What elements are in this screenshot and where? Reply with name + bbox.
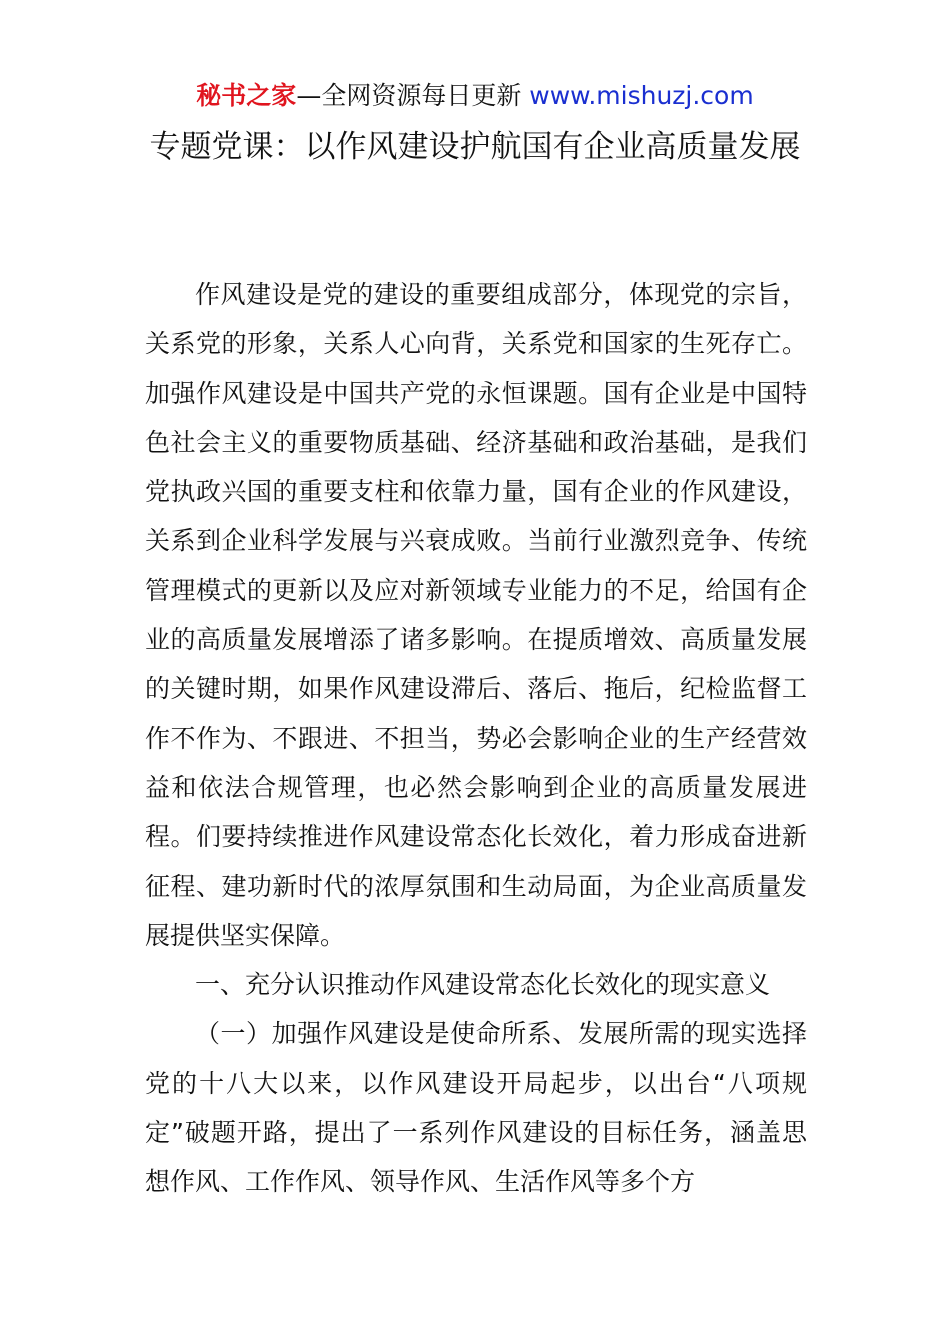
subsection-paragraph: （一）加强作风建设是使命所系、发展所需的现实选择党的十八大以来，以作风建设开局起步，以出台“八项规定”破题开路，提出了一系列作风建设的目标任务，涵盖思想作风、工作作风、领导作风、生活作风等多个方 — [145, 1019, 807, 1197]
site-header — [0, 78, 950, 114]
section-heading: 一、充分认识推动作风建设常态化长效化的现实意义 — [195, 970, 771, 1000]
site-url-link[interactable]: www.mishuzj.com — [529, 81, 754, 110]
document-body — [145, 270, 807, 1207]
intro-paragraph: 作风建设是党的建设的重要组成部分，体现党的宗旨，关系党的形象，关系人心向背，关系党和国家的生死存亡。加强作风建设是中国共产党的永恒课题。国有企业是中国特色社会主义的重要物质基础、经济基础和政治基础，是我们党执政兴国的重要支柱和依靠力量，国有企业的作风建设，关系到企业科学发展与兴衰成败。当前行业激烈竞争、传统管理模式的更新以及应对新领域专业能力的不足，给国有企业的高质量发展增添了诸多影响。在提质增效、高质量发展的关键时期，如果作风建设滞后、落后、拖后，纪检监督工作不作为、不跟进、不担当，势必会影响企业的生产经营效益和依法合规管理，也必然会影响到企业的高质量发展进程。们要持续推进作风建设常态化长效化，着力形成奋进新征程、建功新时代的浓厚氛围和生动局面，为企业高质量发展提供坚实保障。 — [145, 280, 807, 950]
site-tagline: —全网资源每日更新 — [296, 81, 522, 110]
site-brand: 秘书之家 — [196, 81, 297, 110]
document-title: 专题党课：以作风建设护航国有企业高质量发展 — [149, 129, 801, 165]
